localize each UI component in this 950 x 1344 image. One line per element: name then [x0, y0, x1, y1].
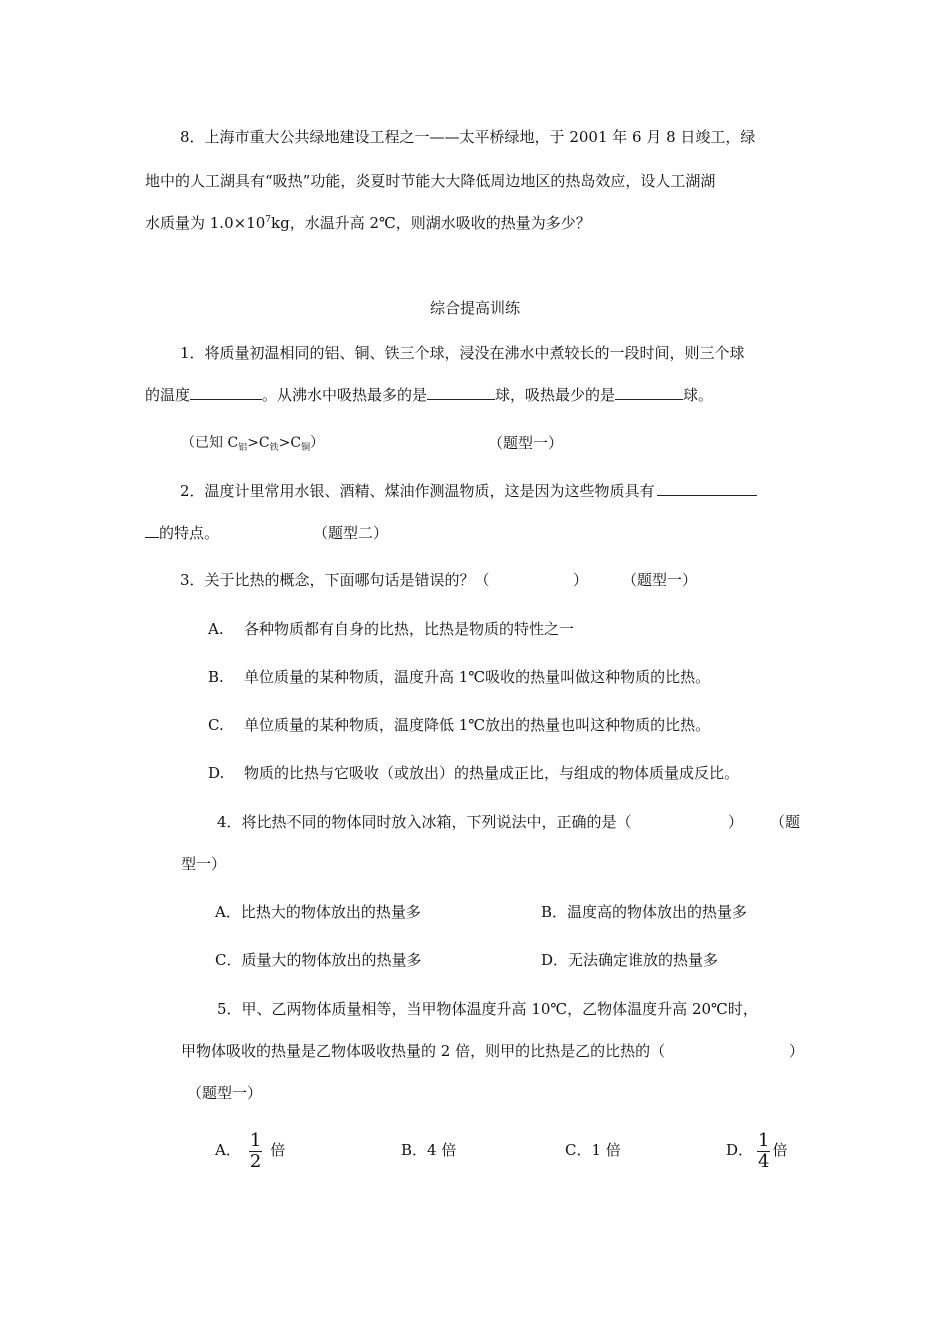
q2-blank-cont [145, 523, 159, 538]
q5-option-a[interactable] [215, 1127, 285, 1173]
q1-blank-2[interactable] [427, 385, 495, 400]
q1-line-1: 1．将质量初温相同的铝、铜、铁三个球，浸没在沸水中煮较长的一段时间，则三个球 [180, 344, 745, 362]
fraction-numerator: 1 [758, 1129, 770, 1151]
fraction-denominator: 2 [249, 1150, 262, 1172]
q8-line-2: 地中的人工湖具有“吸热”功能，炎夏时节能大大降低周边地区的热岛效应，设人工湖湖 [145, 172, 716, 190]
q3-option-c-text[interactable]: 单位质量的某种物质，温度降低 1℃放出的热量也叫这种物质的比热。 [244, 716, 711, 734]
q3-option-d-text[interactable]: 物质的比热与它吸收（或放出）的热量成正比，与组成的物体质量成反比。 [244, 764, 740, 782]
fraction-denominator: 4 [758, 1150, 770, 1172]
q5-option-d-unit: 倍 [772, 1141, 788, 1159]
q8-exponent: 7 [265, 215, 272, 225]
q2-type: （题型二） [313, 524, 389, 542]
q5-type: （题型一） [187, 1084, 263, 1102]
q1-blank-3[interactable] [615, 385, 683, 400]
q4-option-a[interactable]: A．比热大的物体放出的热量多 [215, 903, 421, 921]
q3-option-a-label: A. [208, 620, 224, 638]
q8-line-1: 8．上海市重大公共绿地建设工程之一——太平桥绿地，于 2001 年 6 月 8 日竣工，绿 [180, 128, 756, 146]
q3-type: （题型一） [622, 571, 698, 589]
q4-option-d[interactable]: D．无法确定谁放的热量多 [541, 951, 719, 969]
q5-line-1: 5．甲、乙两物体质量相等，当甲物体温度升高 10℃，乙物体温度升高 20℃时， [217, 1000, 758, 1018]
q1-type: （题型一） [488, 434, 564, 452]
q1-hint-sub-fe: 铁 [269, 443, 279, 453]
q5-option-a-unit: 倍 [270, 1141, 286, 1159]
q3-option-c-label: C. [208, 716, 224, 734]
q4-stem: 4．将比热不同的物体同时放入冰箱，下列说法中，正确的是（ [217, 813, 632, 831]
q8-line-3-end: kg，水温升高 2℃，则湖水吸收的热量为多少？ [271, 214, 591, 232]
q2-line-2 [145, 523, 219, 543]
section-title: 综合提高训练 [429, 299, 520, 317]
q2-blank[interactable] [657, 481, 757, 496]
q4-type-b: 型一） [181, 855, 227, 873]
q3-stem: 3．关于比热的概念，下面哪句话是错误的？（ [180, 571, 490, 589]
q5-option-a-fraction [249, 1131, 262, 1172]
q4-option-c[interactable]: C．质量大的物体放出的热量多 [215, 951, 422, 969]
q1-blank-1[interactable] [190, 385, 262, 400]
q4-type-a: （题 [770, 813, 801, 831]
q5-option-d-label: D． [726, 1141, 754, 1159]
q1-hint-sub-cu: 铜 [301, 443, 311, 453]
q8-line-3-start: 水质量为 1.0×10 [145, 214, 266, 232]
q2-line-1 [180, 481, 757, 501]
q1-text-b: 。从沸水中吸热最多的是 [262, 386, 428, 404]
q5-option-b[interactable]: B．4 倍 [401, 1141, 457, 1159]
q2-text-2: 的特点。 [159, 524, 220, 542]
q3-option-d-label: D. [208, 764, 225, 782]
q1-text-c: 球，吸热最少的是 [495, 386, 616, 404]
q4-paren-close: ） [728, 813, 744, 831]
q5-option-c[interactable]: C．1 倍 [565, 1141, 621, 1159]
q4-option-b[interactable]: B．温度高的物体放出的热量多 [541, 903, 748, 921]
q5-paren-close: ） [789, 1042, 805, 1060]
q5-option-d-fraction [757, 1131, 770, 1172]
q1-hint-gt-2: >C [278, 435, 302, 451]
q3-option-b-label: B. [208, 668, 224, 686]
q1-text-d: 球。 [683, 386, 714, 404]
q8-line-3 [145, 213, 591, 233]
q1-hint-sub-al: 铝 [238, 443, 248, 453]
q2-text: 2．温度计里常用水银、酒精、煤油作测温物质，这是因为这些物质具有 [180, 482, 655, 500]
q5-line-2: 甲物体吸收的热量是乙物体吸收热量的 2 倍，则甲的比热是乙的比热的（ [181, 1042, 666, 1060]
q1-line-2 [145, 385, 713, 405]
q1-hint-open: （已知 C [181, 435, 239, 451]
q5-option-d[interactable] [726, 1127, 788, 1173]
q3-option-b-text[interactable]: 单位质量的某种物质，温度升高 1℃吸收的热量叫做这种物质的比热。 [244, 668, 711, 686]
q3-paren-close: ） [573, 571, 589, 589]
q3-option-a-text[interactable]: 各种物质都有自身的比热，比热是物质的特性之一 [244, 620, 575, 638]
q1-text-a: 的温度 [145, 386, 191, 404]
q1-hint-close: ） [310, 435, 325, 451]
fraction-numerator: 1 [249, 1129, 262, 1151]
q1-hint [181, 433, 324, 458]
q1-hint-gt-1: >C [247, 435, 270, 451]
q5-option-a-label: A． [215, 1141, 241, 1159]
